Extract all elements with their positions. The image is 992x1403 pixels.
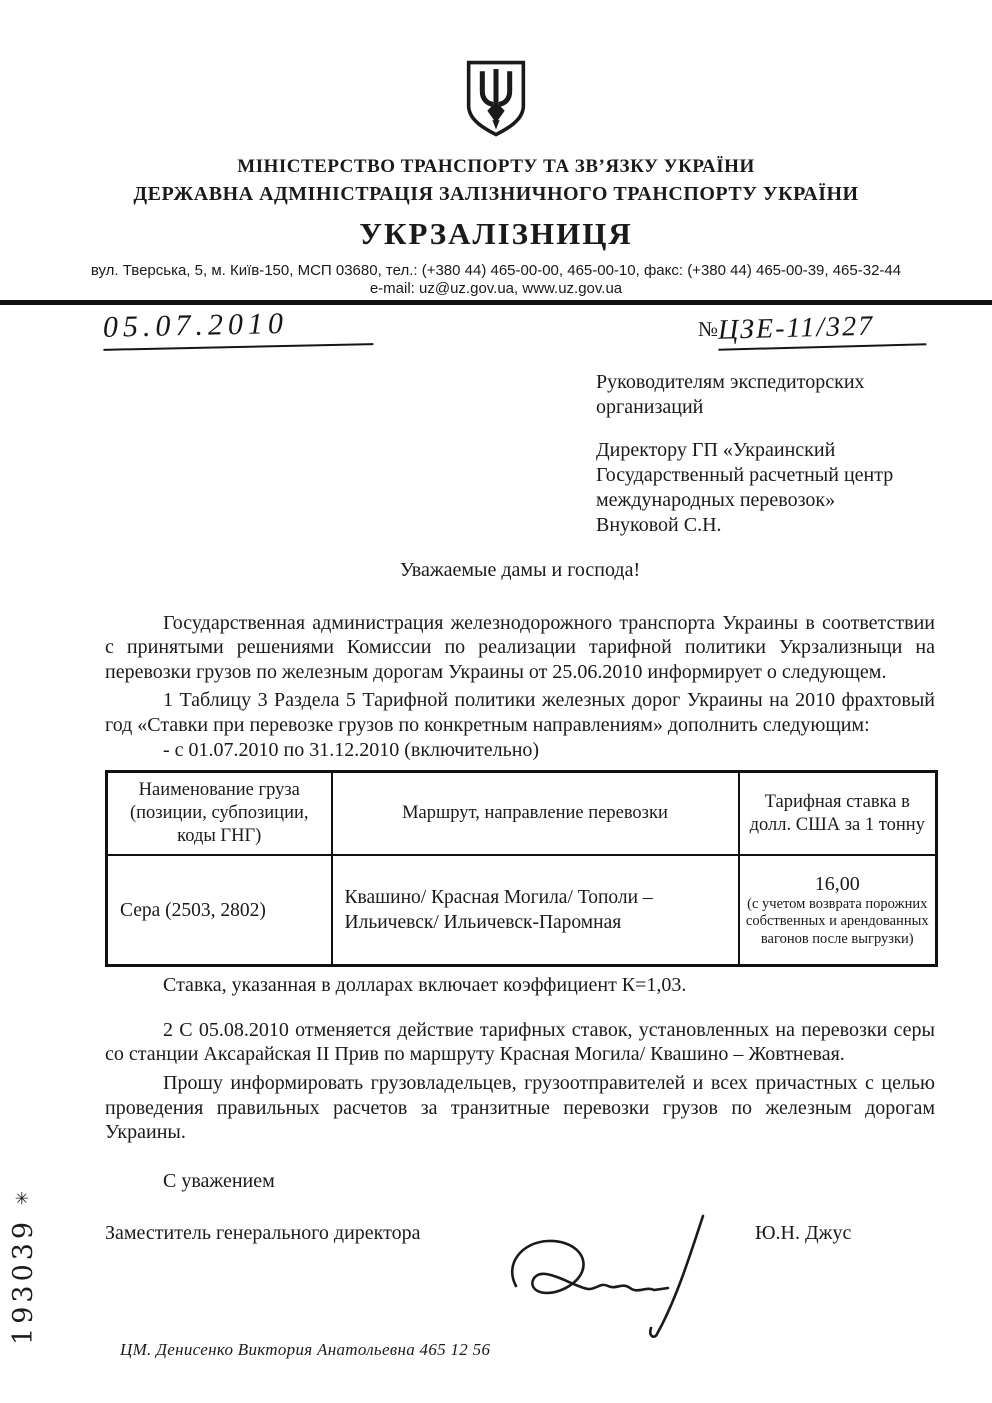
handwritten-number: ЦЗЕ-11/327: [718, 309, 927, 350]
organization-contacts: e-mail: uz@uz.gov.ua, www.uz.gov.ua: [369, 280, 623, 297]
rate-note: (с учетом возврата порожних собственных и арендованных вагонов после выгрузки): [745, 895, 929, 947]
cell-route: Квашино/ Красная Могила/ Тополи – Ильичевск/ Ильичевск-Паромная: [332, 855, 739, 966]
addressee-line: Государственный расчетный центр: [596, 464, 894, 486]
document-date: [103, 305, 374, 351]
document-number: [698, 312, 940, 348]
organization-address: вул. Тверська, 5, м. Київ-150, МСП 03680, тел.: (+380 44) 465-00-00, 465-00-10, факс: (+380 44) 465-00-39, 465-32-44: [90, 262, 902, 279]
letter-body: [105, 558, 935, 1251]
header-rate: Тарифная ставка в долл. США за 1 тонну: [739, 772, 937, 856]
closing-regards: С уважением: [163, 1169, 275, 1192]
tariff-table: [105, 770, 938, 967]
cell-rate: [739, 855, 937, 966]
addressee-line: международных перевозок»: [596, 489, 836, 511]
cell-cargo: Сера (2503, 2802): [107, 855, 332, 966]
registration-stamp: [8, 1188, 48, 1348]
ukraine-trident-emblem-icon: [460, 52, 532, 148]
paragraph-item-2: 2 С 05.08.2010 отменяется действие тарифных ставок, установленных на перевозки серы со станции Аксарайская II Прив по маршруту Красная Могила/ Квашино – Жовтневая.: [105, 1018, 935, 1066]
letterhead-divider: [0, 300, 992, 305]
header-cargo: Наименование груза (позиции, субпозиции, коды ГНГ): [107, 772, 332, 856]
handwritten-date: 05.07.2010: [102, 306, 289, 344]
stamp-number: 193039: [8, 1217, 39, 1345]
ministry-name: МІНІСТЕРСТВО ТРАНСПОРТУ ТА ЗВ’ЯЗКУ УКРАЇНИ: [237, 156, 755, 177]
paragraph-item-1: 1 Таблицу 3 Раздела 5 Тарифной политики железных дорог Украины на 2010 фрахтовый год «Ставки при перевозке грузов по конкретным направлениям» дополнить следующим:: [105, 689, 935, 736]
addressee-group-2: [596, 438, 926, 538]
addressee-block: [596, 370, 926, 538]
salutation: Уважаемые дамы и господа!: [399, 559, 641, 581]
paragraph-request: Прошу информировать грузовладельцев, грузоотправителей и всех причастных с целью проведения правильных расчетов за транзитные перевозки грузов по железным дорогам Украины.: [105, 1071, 935, 1144]
table-header-row: [107, 772, 937, 856]
signer-name: Ю.Н. Джус: [755, 1222, 852, 1245]
administration-name: ДЕРЖАВНА АДМІНІСТРАЦІЯ ЗАЛІЗНИЧНОГО ТРАНСПОРТУ УКРАЇНИ: [133, 183, 859, 205]
stamp-asterisk-icon: ✳: [13, 1191, 33, 1206]
rate-value: 16,00: [814, 872, 860, 895]
executor-note: ЦМ. Денисенко Виктория Анатольевна 465 12 56: [120, 1340, 491, 1359]
letterhead: [0, 52, 992, 298]
paragraph-intro: Государственная администрация железнодорожного транспорта Украины в соответствии с принятыми решениями Комиссии по реализации тарифной политики Укрзализныци на перевозки грузов по железным дорогам Украины от 25.06.2010 информирует о следующем.: [105, 611, 935, 683]
addressee-line: организаций: [596, 396, 704, 418]
addressee-line: Руководителям экспедиторских: [596, 371, 865, 393]
table-row: [107, 855, 937, 966]
paragraph-coefficient: Ставка, указанная в долларах включает коэффициент К=1,03.: [163, 974, 687, 997]
addressee-line: Внуковой С.Н.: [596, 514, 722, 536]
number-sign: №: [698, 317, 719, 341]
signer-position: Заместитель генерального директора: [105, 1222, 421, 1245]
paragraph-period: - с 01.07.2010 по 31.12.2010 (включительно): [163, 738, 540, 761]
handwritten-signature: [500, 1212, 730, 1342]
addressee-line: Директору ГП «Украинский: [596, 439, 836, 461]
header-route: Маршрут, направление перевозки: [332, 772, 739, 856]
organization-name: УКРЗАЛІЗНИЦЯ: [359, 216, 633, 251]
addressee-group-1: [596, 370, 926, 420]
